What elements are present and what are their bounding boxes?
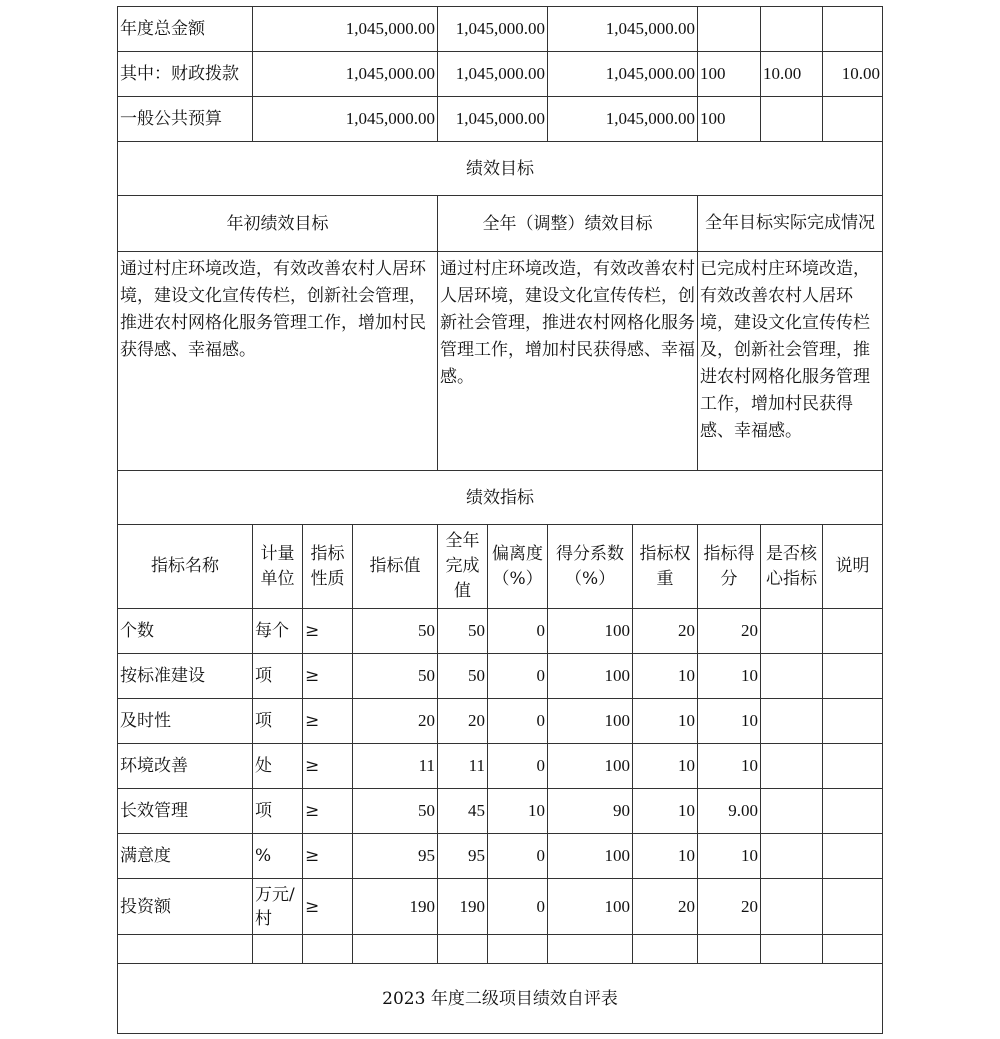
indicator-target: 190: [353, 879, 438, 935]
indicator-actual: 95: [438, 834, 488, 879]
indicator-unit: 处: [253, 744, 303, 789]
indicator-score: 9.00: [698, 789, 761, 834]
indicator-coefficient: 90: [548, 789, 633, 834]
empty-cell: [698, 935, 761, 964]
budget-value-1: 1,045,000.00: [253, 52, 438, 97]
budget-value-1: 1,045,000.00: [253, 97, 438, 142]
table-row: [118, 744, 883, 789]
goals-header-row: [118, 196, 883, 252]
indicator-nature: ≥: [303, 744, 353, 789]
budget-extra-1: [698, 7, 761, 52]
goal-adjusted-header: 全年（调整）绩效目标: [438, 196, 698, 252]
indicator-core: [761, 744, 823, 789]
indicator-note: [823, 654, 883, 699]
indicator-unit: 项: [253, 654, 303, 699]
indicator-coefficient: 100: [548, 654, 633, 699]
header-note: 说明: [823, 525, 883, 609]
indicator-name: 按标准建设: [118, 654, 253, 699]
budget-extra-2: [761, 97, 823, 142]
empty-row: [118, 935, 883, 964]
indicator-weight: 10: [633, 654, 698, 699]
indicator-weight: 10: [633, 744, 698, 789]
indicator-name: 投资额: [118, 879, 253, 935]
indicator-target: 95: [353, 834, 438, 879]
indicator-note: [823, 879, 883, 935]
indicator-actual: 45: [438, 789, 488, 834]
indicator-core: [761, 789, 823, 834]
indicator-unit: 万元/村: [253, 879, 303, 935]
table-row: [118, 879, 883, 935]
indicator-actual: 11: [438, 744, 488, 789]
empty-cell: [488, 935, 548, 964]
indicator-nature: ≥: [303, 699, 353, 744]
indicator-unit: 项: [253, 789, 303, 834]
header-weight: 指标权重: [633, 525, 698, 609]
indicator-deviation: 10: [488, 789, 548, 834]
indicator-actual: 50: [438, 654, 488, 699]
budget-label: 其中：财政拨款: [118, 52, 253, 97]
indicator-name: 满意度: [118, 834, 253, 879]
header-deviation: 偏离度（%）: [488, 525, 548, 609]
indicator-name: 及时性: [118, 699, 253, 744]
budget-extra-3: [823, 7, 883, 52]
empty-cell: [253, 935, 303, 964]
indicator-nature: ≥: [303, 789, 353, 834]
indicator-weight: 10: [633, 699, 698, 744]
budget-row-total: [118, 7, 883, 52]
indicator-score: 10: [698, 699, 761, 744]
goal-initial-header: 年初绩效目标: [118, 196, 438, 252]
indicator-coefficient: 100: [548, 879, 633, 935]
indicator-coefficient: 100: [548, 744, 633, 789]
empty-cell: [633, 935, 698, 964]
indicator-score: 20: [698, 609, 761, 654]
indicator-note: [823, 789, 883, 834]
indicator-name: 长效管理: [118, 789, 253, 834]
budget-row-fiscal: [118, 52, 883, 97]
header-actual: 全年完成值: [438, 525, 488, 609]
goals-text-row: [118, 252, 883, 471]
indicators-header-row: [118, 525, 883, 609]
indicator-deviation: 0: [488, 879, 548, 935]
goal-actual-text: 已完成村庄环境改造，有效改善农村人居环境，建设文化宣传传栏及，创新社会管理，推进农村网格化服务管理工作，增加村民获得感、幸福感。: [698, 252, 883, 471]
indicator-score: 10: [698, 744, 761, 789]
empty-cell: [353, 935, 438, 964]
indicators-section-row: [118, 471, 883, 525]
indicator-weight: 20: [633, 879, 698, 935]
indicator-target: 50: [353, 789, 438, 834]
indicator-coefficient: 100: [548, 834, 633, 879]
budget-value-1: 1,045,000.00: [253, 7, 438, 52]
empty-cell: [548, 935, 633, 964]
indicator-score: 10: [698, 654, 761, 699]
indicator-score: 10: [698, 834, 761, 879]
empty-cell: [118, 935, 253, 964]
goal-adjusted-text: 通过村庄环境改造，有效改善农村人居环境，建设文化宣传传栏，创新社会管理，推进农村网格化服务管理工作，增加村民获得感、幸福感。: [438, 252, 698, 471]
indicator-core: [761, 654, 823, 699]
indicator-nature: ≥: [303, 654, 353, 699]
goals-section-title: 绩效目标: [118, 142, 883, 196]
indicator-target: 11: [353, 744, 438, 789]
indicator-deviation: 0: [488, 699, 548, 744]
budget-extra-1: 100: [698, 52, 761, 97]
footer-row: [118, 964, 883, 1034]
indicator-deviation: 0: [488, 744, 548, 789]
table-row: [118, 834, 883, 879]
budget-value-3: 1,045,000.00: [548, 97, 698, 142]
indicator-actual: 50: [438, 609, 488, 654]
goal-actual-header: 全年目标实际完成情况: [698, 196, 883, 252]
indicator-note: [823, 834, 883, 879]
indicator-name: 个数: [118, 609, 253, 654]
budget-extra-1: 100: [698, 97, 761, 142]
indicator-unit: 每个: [253, 609, 303, 654]
budget-value-3: 1,045,000.00: [548, 52, 698, 97]
indicator-coefficient: 100: [548, 699, 633, 744]
indicator-score: 20: [698, 879, 761, 935]
indicator-name: 环境改善: [118, 744, 253, 789]
budget-extra-2: [761, 7, 823, 52]
indicator-core: [761, 834, 823, 879]
table-row: [118, 654, 883, 699]
budget-value-2: 1,045,000.00: [438, 97, 548, 142]
indicator-actual: 190: [438, 879, 488, 935]
header-unit: 计量单位: [253, 525, 303, 609]
budget-value-2: 1,045,000.00: [438, 7, 548, 52]
header-nature: 指标性质: [303, 525, 353, 609]
indicator-deviation: 0: [488, 609, 548, 654]
budget-value-3: 1,045,000.00: [548, 7, 698, 52]
table-row: [118, 699, 883, 744]
header-target: 指标值: [353, 525, 438, 609]
header-indicator-name: 指标名称: [118, 525, 253, 609]
budget-label: 年度总金额: [118, 7, 253, 52]
indicator-nature: ≥: [303, 834, 353, 879]
budget-row-general: [118, 97, 883, 142]
performance-evaluation-table: [117, 6, 883, 1034]
indicator-nature: ≥: [303, 879, 353, 935]
indicator-note: [823, 699, 883, 744]
indicator-actual: 20: [438, 699, 488, 744]
indicator-unit: %: [253, 834, 303, 879]
indicator-target: 50: [353, 654, 438, 699]
empty-cell: [438, 935, 488, 964]
indicator-unit: 项: [253, 699, 303, 744]
budget-label: 一般公共预算: [118, 97, 253, 142]
indicator-deviation: 0: [488, 654, 548, 699]
indicator-deviation: 0: [488, 834, 548, 879]
indicator-note: [823, 609, 883, 654]
indicator-target: 50: [353, 609, 438, 654]
budget-extra-3: [823, 97, 883, 142]
goals-section-row: [118, 142, 883, 196]
indicator-core: [761, 879, 823, 935]
indicators-section-title: 绩效指标: [118, 471, 883, 525]
indicator-coefficient: 100: [548, 609, 633, 654]
budget-extra-2: 10.00: [761, 52, 823, 97]
budget-value-2: 1,045,000.00: [438, 52, 548, 97]
budget-extra-3: 10.00: [823, 52, 883, 97]
indicator-note: [823, 744, 883, 789]
indicator-weight: 20: [633, 609, 698, 654]
indicator-core: [761, 609, 823, 654]
indicator-core: [761, 699, 823, 744]
empty-cell: [761, 935, 823, 964]
empty-cell: [823, 935, 883, 964]
header-score: 指标得分: [698, 525, 761, 609]
header-coefficient: 得分系数（%）: [548, 525, 633, 609]
indicator-nature: ≥: [303, 609, 353, 654]
indicator-weight: 10: [633, 789, 698, 834]
indicator-weight: 10: [633, 834, 698, 879]
header-core: 是否核心指标: [761, 525, 823, 609]
goal-initial-text: 通过村庄环境改造，有效改善农村人居环境，建设文化宣传传栏，创新社会管理，推进农村网格化服务管理工作，增加村民获得感、幸福感。: [118, 252, 438, 471]
form-title: 2023 年度二级项目绩效自评表: [118, 964, 883, 1034]
table-row: [118, 789, 883, 834]
empty-cell: [303, 935, 353, 964]
indicator-target: 20: [353, 699, 438, 744]
table-row: [118, 609, 883, 654]
